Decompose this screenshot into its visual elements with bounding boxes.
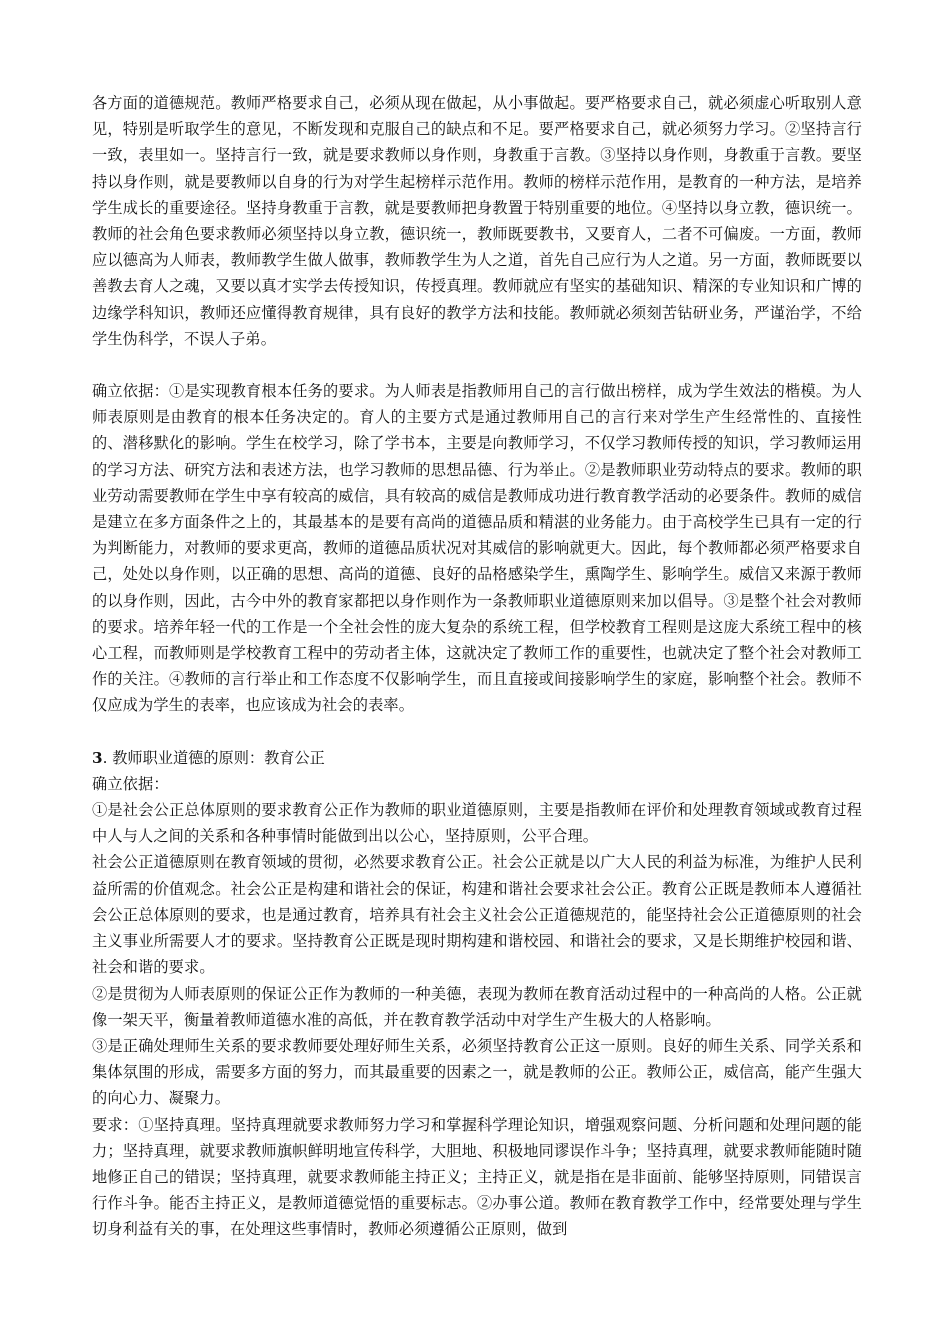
paragraph-spacer (92, 352, 862, 378)
requirements-paragraph: 要求：①坚持真理。坚持真理就要求教师努力学习和掌握科学理论知识，增强观察问题、分析问题和处理问题的能力；坚持真理，就要求教师旗帜鲜明地宣传科学，大胆地、积极地同谬误作斗争；坚持真理，就要求教师能随时随地修正自己的错误；坚持真理，就要求教师能主持正义；主持正义，就是指在是非面前、能够坚持原则，同错误言行作斗争。能否主持正义，是教师道德觉悟的重要标志。②办事公道。教师在教育教学工作中，经常要处理与学生切身利益有关的事，在处理这些事情时，教师必须遵循公正原则，做到 (92, 1115, 862, 1239)
paragraph-teacher-self-discipline: 各方面的道德规范。教师严格要求自己，必须从现在做起，从小事做起。要严格要求自己，就必须虚心听取别人意见，特别是听取学生的意见，不断发现和克服自己的缺点和不足。要严格要求自己，就必须努力学习。②坚持言行一致，表里如一。坚持言行一致，就是要求教师以身作则，身教重于言教。③坚持以身作则，身教重于言教。要坚持以身作则，就是要教师以自身的行为对学生起榜样示范作用。教师的榜样示范作用，是教育的一种方法，是培养学生成长的重要途径。坚持身教重于言教，就是要教师把身教置于特别重要的地位。④坚持以身立教，德识统一。教师的社会角色要求教师必须坚持以身立教，德识统一，教师既要教书，又要育人，二者不可偏废。一方面，教师应以德高为人师表，教师教学生做人做事，教师教学生为人之道，首先自己应行为人之道。另一方面，教师既要以善教去育人之魂，又要以真才实学去传授知识，传授真理。教师就应有坚实的基础知识、精深的专业知识和广博的边缘学科知识，教师还应懂得教育规律，具有良好的教学方法和技能。教师就必须刻苦钻研业务，严谨治学，不给学生伪科学，不误人子弟。 (92, 94, 862, 348)
basis-item-2: ②是贯彻为人师表原则的保证公正作为教师的一种美德，表现为教师在教育活动过程中的一种高尚的人格。公正就像一架天平，衡量着教师道德水准的高低，并在教育教学活动中对学生产生极大的人格影响。 (92, 984, 862, 1029)
basis-label: 确立依据： (92, 774, 169, 793)
basis-item-1: ①是社会公正总体原则的要求教育公正作为教师的职业道德原则，主要是指教师在评价和处理教育领域或教育过程中人与人之间的关系和各种事情时能做到出以公心，坚持原则，公平合理。 (92, 801, 862, 846)
paragraph-basis-role-model: 确立依据：①是实现教育根本任务的要求。为人师表是指教师用自己的言行做出榜样，成为学生效法的楷模。为人师表原则是由教育的根本任务决定的。育人的主要方式是通过教师用自己的言行来对学生产生经常性的、直接性的、潜移默化的影响。学生在校学习，除了学书本，主要是向教师学习，不仅学习教师传授的知识，学习教师运用的学习方法、研究方法和表述方法，也学习教师的思想品德、行为举止。②是教师职业劳动特点的要求。教师的职业劳动需要教师在学生中享有较高的威信，具有较高的威信是教师成功进行教育教学活动的必要条件。教师的威信是建立在多方面条件之上的，其最基本的是要有高尚的道德品质和精湛的业务能力。由于高校学生已具有一定的行为判断能力，对教师的要求更高，教师的道德品质状况对其威信的影响就更大。因此，每个教师都必须严格要求自己，处处以身作则，以正确的思想、高尚的道德、良好的品格感染学生，熏陶学生、影响学生。威信又来源于教师的以身作则，因此，古今中外的教育家都把以身作则作为一条教师职业道德原则来加以倡导。③是整个社会对教师的要求。培养年轻一代的工作是一个全社会性的庞大复杂的系统工程，但学校教育工程则是这庞大系统工程中的核心工程，而教师则是学校教育工程中的劳动者主体，这就决定了教师工作的重要性，也就决定了整个社会对教师工作的关注。④教师的言行举止和工作态度不仅影响学生，而且直接或间接影响学生的家庭，影响整个社会。教师不仅应成为学生的表率，也应该成为社会的表率。 (92, 382, 862, 715)
basis-item-1-detail: 社会公正道德原则在教育领域的贯彻，必然要求教育公正。社会公正就是以广大人民的利益为标准，为维护人民利益所需的价值观念。社会公正是构建和谐社会的保证，构建和谐社会要求社会公正。教育公正既是教师本人遵循社会公正总体原则的要求，也是通过教育，培养具有社会主义社会公正道德规范的，能坚持社会公正道德原则的社会主义事业所需要人才的要求。坚持教育公正既是现时期构建和谐校园、和谐社会的要求，又是长期维护校园和谐、社会和谐的要求。 (92, 853, 862, 977)
paragraph-spacer (92, 719, 862, 745)
section-heading (92, 745, 862, 771)
section-number: 3 (92, 748, 103, 767)
document-page (92, 90, 862, 1243)
section-title: . 教师职业道德的原则：教育公正 (102, 748, 325, 767)
basis-item-3: ③是正确处理师生关系的要求教师要处理好师生关系，必须坚持教育公正这一原则。良好的师生关系、同学关系和集体氛围的形成，需要多方面的努力，而其最重要的因素之一，就是教师的公正。教师公正，威信高，能产生强大的向心力、凝聚力。 (92, 1036, 862, 1108)
